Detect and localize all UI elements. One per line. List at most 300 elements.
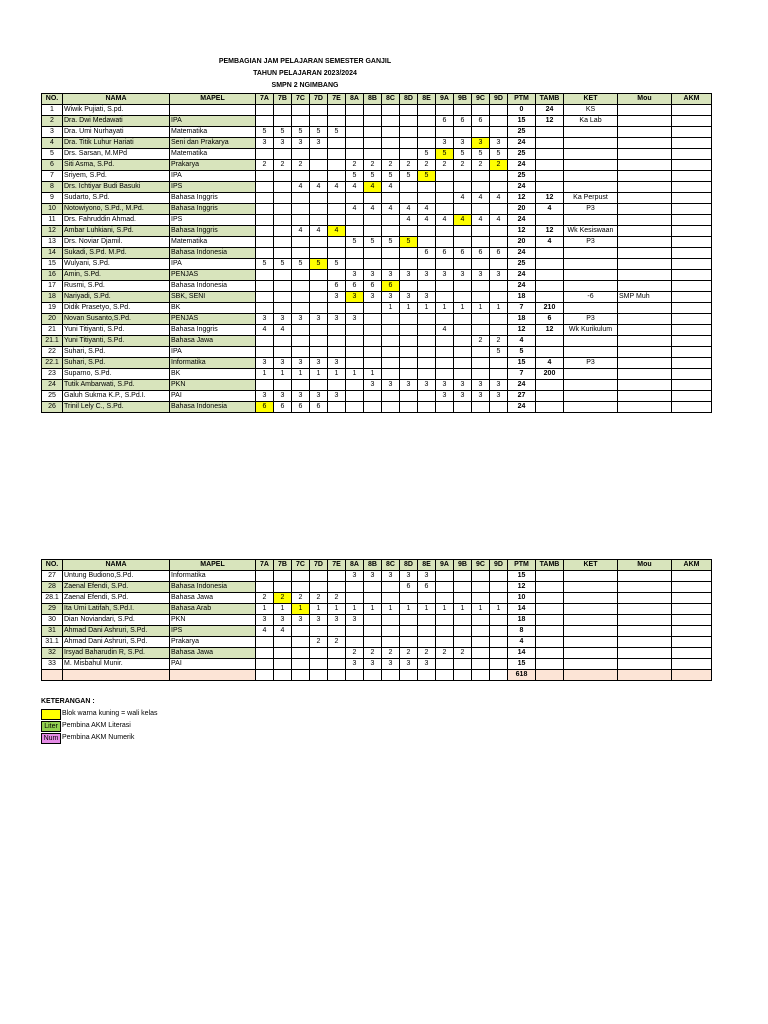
- teacher-name: Notowiyono, S.Pd., M.Pd.: [63, 204, 170, 215]
- class-hours-8d: 3: [400, 659, 418, 670]
- class-hours-8e: [418, 626, 436, 637]
- table-row: [42, 248, 712, 259]
- class-hours-9c: [472, 237, 490, 248]
- class-hours-7c: [292, 347, 310, 358]
- column-header-7e: 7E: [328, 560, 346, 571]
- class-hours-9d: [490, 237, 508, 248]
- tamb-value: [536, 127, 564, 138]
- ptm-total: 12: [508, 193, 536, 204]
- class-hours-7e: [328, 402, 346, 413]
- class-hours-8e: [418, 226, 436, 237]
- class-hours-8d: [400, 259, 418, 270]
- class-hours-9a: 1: [436, 604, 454, 615]
- class-hours-8a: [346, 391, 364, 402]
- ket-note: P3: [564, 237, 618, 248]
- mou-note: [618, 402, 672, 413]
- class-hours-7c: 2: [292, 593, 310, 604]
- class-hours-7b: 4: [274, 325, 292, 336]
- teacher-name: Nariyadi, S.Pd.: [63, 292, 170, 303]
- ptm-total: 25: [508, 127, 536, 138]
- row-number: 27: [42, 571, 63, 582]
- class-hours-9a: [436, 347, 454, 358]
- ptm-total: 12: [508, 226, 536, 237]
- column-header-8d: 8D: [400, 560, 418, 571]
- class-hours-9a: [436, 358, 454, 369]
- column-header-no: NO.: [42, 560, 63, 571]
- class-hours-9d: [490, 582, 508, 593]
- row-number: 29: [42, 604, 63, 615]
- subject: PAI: [170, 659, 256, 670]
- total-row-cell: [436, 670, 454, 681]
- class-hours-7b: [274, 637, 292, 648]
- row-number: 3: [42, 127, 63, 138]
- subject: IPA: [170, 259, 256, 270]
- akm-note: [672, 637, 712, 648]
- class-hours-9d: 4: [490, 215, 508, 226]
- mou-note: [618, 215, 672, 226]
- class-hours-9c: 4: [472, 193, 490, 204]
- subject: PKN: [170, 380, 256, 391]
- class-hours-8d: [400, 314, 418, 325]
- class-hours-9d: 3: [490, 391, 508, 402]
- subject: PENJAS: [170, 314, 256, 325]
- class-hours-8d: [400, 248, 418, 259]
- class-hours-7a: [256, 582, 274, 593]
- class-hours-7b: [274, 149, 292, 160]
- class-hours-7b: 6: [274, 402, 292, 413]
- akm-note: [672, 303, 712, 314]
- class-hours-9a: 6: [436, 248, 454, 259]
- class-hours-8e: [418, 281, 436, 292]
- class-hours-7e: [328, 582, 346, 593]
- class-hours-7b: [274, 380, 292, 391]
- class-hours-7a: 6: [256, 402, 274, 413]
- class-hours-7b: [274, 226, 292, 237]
- class-hours-7c: [292, 204, 310, 215]
- class-hours-9d: [490, 226, 508, 237]
- class-hours-8d: 1: [400, 303, 418, 314]
- ptm-total: 25: [508, 171, 536, 182]
- class-hours-8b: [364, 593, 382, 604]
- subject: IPS: [170, 215, 256, 226]
- mou-note: [618, 626, 672, 637]
- class-hours-8a: [346, 105, 364, 116]
- class-hours-8b: 3: [364, 292, 382, 303]
- class-hours-8d: [400, 182, 418, 193]
- class-hours-9a: [436, 204, 454, 215]
- class-hours-7c: [292, 380, 310, 391]
- table-row: [42, 571, 712, 582]
- subject: SBK, SENI: [170, 292, 256, 303]
- class-hours-8c: [382, 582, 400, 593]
- class-hours-7d: [310, 648, 328, 659]
- document-title: PEMBAGIAN JAM PELAJARAN SEMESTER GANJIL: [218, 58, 392, 65]
- teacher-name: Ahmad Dani Ashruri, S.Pd.: [63, 637, 170, 648]
- class-hours-7a: [256, 281, 274, 292]
- ptm-total: 18: [508, 292, 536, 303]
- class-hours-7a: [256, 237, 274, 248]
- column-header-7b: 7B: [274, 560, 292, 571]
- teacher-name: Amin, S.Pd.: [63, 270, 170, 281]
- table-row: [42, 659, 712, 670]
- class-hours-9c: [472, 615, 490, 626]
- class-hours-9a: [436, 127, 454, 138]
- class-hours-9b: [454, 347, 472, 358]
- subject: Matematika: [170, 127, 256, 138]
- total-row-cell: [536, 670, 564, 681]
- class-hours-7c: [292, 336, 310, 347]
- class-hours-9b: [454, 336, 472, 347]
- total-row-cell: [382, 670, 400, 681]
- legend: [41, 696, 158, 744]
- class-hours-8c: [382, 105, 400, 116]
- class-hours-9c: 2: [472, 336, 490, 347]
- total-row-cell: [256, 670, 274, 681]
- class-hours-9d: 5: [490, 347, 508, 358]
- class-hours-7b: [274, 648, 292, 659]
- akm-note: [672, 237, 712, 248]
- class-hours-8b: [364, 582, 382, 593]
- class-hours-8b: [364, 105, 382, 116]
- class-hours-9b: [454, 659, 472, 670]
- tamb-value: [536, 182, 564, 193]
- class-hours-8b: [364, 637, 382, 648]
- class-hours-8c: 3: [382, 292, 400, 303]
- tamb-value: 200: [536, 369, 564, 380]
- class-hours-9d: [490, 314, 508, 325]
- total-row-cell: [400, 670, 418, 681]
- class-hours-7e: [328, 659, 346, 670]
- class-hours-9c: [472, 637, 490, 648]
- legend-title: KETERANGAN :: [41, 698, 95, 705]
- ptm-total: 12: [508, 582, 536, 593]
- class-hours-7d: [310, 380, 328, 391]
- class-hours-7b: [274, 336, 292, 347]
- class-hours-8b: [364, 347, 382, 358]
- ket-note: Ka Perpust: [564, 193, 618, 204]
- akm-note: [672, 215, 712, 226]
- mou-note: [618, 204, 672, 215]
- mou-note: [618, 226, 672, 237]
- ket-note: [564, 160, 618, 171]
- class-hours-9a: [436, 626, 454, 637]
- tamb-value: [536, 149, 564, 160]
- class-hours-9c: 4: [472, 215, 490, 226]
- mou-note: [618, 593, 672, 604]
- tamb-value: [536, 582, 564, 593]
- class-hours-8a: [346, 347, 364, 358]
- class-hours-7d: [310, 659, 328, 670]
- class-hours-7c: [292, 193, 310, 204]
- column-header-8a: 8A: [346, 560, 364, 571]
- class-hours-9b: [454, 259, 472, 270]
- legend-item: [41, 708, 158, 720]
- class-hours-7c: [292, 281, 310, 292]
- class-hours-9d: 3: [490, 380, 508, 391]
- subject: [170, 105, 256, 116]
- total-row-cell: [274, 670, 292, 681]
- class-hours-9b: 3: [454, 391, 472, 402]
- ket-note: Ka Lab: [564, 116, 618, 127]
- row-number: 21: [42, 325, 63, 336]
- class-hours-8b: 4: [364, 204, 382, 215]
- class-hours-7a: 3: [256, 138, 274, 149]
- class-hours-8d: 2: [400, 648, 418, 659]
- teacher-name: Wiwik Pujiati, S.pd.: [63, 105, 170, 116]
- table-row: [42, 270, 712, 281]
- akm-note: [672, 259, 712, 270]
- akm-note: [672, 248, 712, 259]
- ptm-total: 24: [508, 270, 536, 281]
- class-hours-8c: 3: [382, 380, 400, 391]
- column-header-8d: 8D: [400, 94, 418, 105]
- class-hours-8a: 3: [346, 571, 364, 582]
- teacher-name: Irsyad Baharudin R, S.Pd.: [63, 648, 170, 659]
- class-hours-7b: [274, 204, 292, 215]
- row-number: 13: [42, 237, 63, 248]
- table-row: [42, 149, 712, 160]
- tamb-value: [536, 637, 564, 648]
- class-hours-7d: 4: [310, 182, 328, 193]
- row-number: 18: [42, 292, 63, 303]
- class-hours-7a: [256, 248, 274, 259]
- class-hours-7d: 5: [310, 127, 328, 138]
- class-hours-8d: [400, 391, 418, 402]
- row-number: 23: [42, 369, 63, 380]
- tamb-value: 4: [536, 237, 564, 248]
- class-hours-8b: [364, 336, 382, 347]
- column-header-akm: AKM: [672, 560, 712, 571]
- ket-note: [564, 615, 618, 626]
- class-hours-9c: [472, 292, 490, 303]
- akm-note: [672, 281, 712, 292]
- akm-note: [672, 593, 712, 604]
- class-hours-8c: 3: [382, 571, 400, 582]
- class-hours-8c: [382, 391, 400, 402]
- tamb-value: [536, 347, 564, 358]
- class-hours-9c: 3: [472, 380, 490, 391]
- schedule-table-1: [41, 93, 712, 413]
- ket-note: [564, 582, 618, 593]
- column-header-9d: 9D: [490, 560, 508, 571]
- total-row-cell: [170, 670, 256, 681]
- class-hours-8e: [418, 402, 436, 413]
- class-hours-9c: [472, 347, 490, 358]
- ket-note: P3: [564, 358, 618, 369]
- total-row-cell: [328, 670, 346, 681]
- teacher-name: Suhari, S.Pd.: [63, 347, 170, 358]
- class-hours-8e: 6: [418, 248, 436, 259]
- subject: Bahasa Inggris: [170, 204, 256, 215]
- class-hours-8e: 5: [418, 171, 436, 182]
- total-row-cell: [454, 670, 472, 681]
- class-hours-9c: [472, 314, 490, 325]
- class-hours-9a: [436, 182, 454, 193]
- class-hours-8a: 1: [346, 369, 364, 380]
- class-hours-7e: 4: [328, 182, 346, 193]
- class-hours-8e: [418, 347, 436, 358]
- class-hours-8e: [418, 138, 436, 149]
- class-hours-8c: [382, 149, 400, 160]
- teacher-name: Siti Asma, S.Pd.: [63, 160, 170, 171]
- class-hours-9c: [472, 593, 490, 604]
- table-row: [42, 215, 712, 226]
- class-hours-8b: [364, 226, 382, 237]
- class-hours-7c: [292, 270, 310, 281]
- class-hours-8d: [400, 127, 418, 138]
- table-row: [42, 116, 712, 127]
- class-hours-9a: [436, 237, 454, 248]
- class-hours-8b: [364, 149, 382, 160]
- tamb-value: [536, 281, 564, 292]
- column-header-9a: 9A: [436, 560, 454, 571]
- class-hours-9a: [436, 281, 454, 292]
- class-hours-8d: [400, 116, 418, 127]
- class-hours-8a: 6: [346, 281, 364, 292]
- class-hours-8d: [400, 358, 418, 369]
- class-hours-7c: 1: [292, 369, 310, 380]
- akm-note: [672, 571, 712, 582]
- teacher-name: Didik Prasetyo, S.Pd.: [63, 303, 170, 314]
- table-row: [42, 615, 712, 626]
- row-number: 9: [42, 193, 63, 204]
- teacher-name: Drs. Noviar Djamil.: [63, 237, 170, 248]
- class-hours-8c: [382, 215, 400, 226]
- class-hours-7c: [292, 582, 310, 593]
- table-row: [42, 160, 712, 171]
- class-hours-8e: [418, 105, 436, 116]
- ptm-total: 24: [508, 248, 536, 259]
- row-number: 6: [42, 160, 63, 171]
- subject: PKN: [170, 615, 256, 626]
- class-hours-9b: [454, 325, 472, 336]
- class-hours-9a: [436, 292, 454, 303]
- class-hours-7e: 2: [328, 593, 346, 604]
- class-hours-7c: [292, 648, 310, 659]
- class-hours-8e: 5: [418, 149, 436, 160]
- tamb-value: 24: [536, 105, 564, 116]
- class-hours-7b: 4: [274, 626, 292, 637]
- column-header-8b: 8B: [364, 560, 382, 571]
- column-header-8a: 8A: [346, 94, 364, 105]
- class-hours-8c: [382, 626, 400, 637]
- class-hours-7a: [256, 336, 274, 347]
- subject: Matematika: [170, 237, 256, 248]
- table-row: [42, 105, 712, 116]
- class-hours-7b: 3: [274, 138, 292, 149]
- mou-note: [618, 571, 672, 582]
- ket-note: [564, 171, 618, 182]
- ptm-total: 24: [508, 215, 536, 226]
- class-hours-8e: [418, 259, 436, 270]
- class-hours-8c: [382, 259, 400, 270]
- class-hours-8c: [382, 325, 400, 336]
- ket-note: P3: [564, 314, 618, 325]
- class-hours-7d: [310, 281, 328, 292]
- class-hours-8d: [400, 138, 418, 149]
- class-hours-7a: 3: [256, 615, 274, 626]
- column-header-tamb: TAMB: [536, 94, 564, 105]
- class-hours-7c: [292, 171, 310, 182]
- column-header-7a: 7A: [256, 560, 274, 571]
- class-hours-7c: [292, 637, 310, 648]
- class-hours-9d: [490, 369, 508, 380]
- class-hours-9d: 1: [490, 604, 508, 615]
- class-hours-7d: [310, 270, 328, 281]
- row-number: 30: [42, 615, 63, 626]
- class-hours-9b: [454, 281, 472, 292]
- class-hours-8a: [346, 248, 364, 259]
- tamb-value: [536, 593, 564, 604]
- class-hours-8e: [418, 314, 436, 325]
- akm-note: [672, 582, 712, 593]
- class-hours-9b: [454, 105, 472, 116]
- ptm-total: 4: [508, 336, 536, 347]
- table-row: [42, 402, 712, 413]
- row-number: 7: [42, 171, 63, 182]
- class-hours-7e: [328, 648, 346, 659]
- total-row-cell: [564, 670, 618, 681]
- class-hours-8a: [346, 626, 364, 637]
- row-number: 31.1: [42, 637, 63, 648]
- class-hours-8e: [418, 193, 436, 204]
- table-row: [42, 593, 712, 604]
- ptm-total: 14: [508, 604, 536, 615]
- class-hours-8a: [346, 380, 364, 391]
- table-row: [42, 380, 712, 391]
- class-hours-9d: 2: [490, 160, 508, 171]
- akm-note: [672, 204, 712, 215]
- ptm-total: 18: [508, 615, 536, 626]
- class-hours-8a: [346, 402, 364, 413]
- row-number: 28: [42, 582, 63, 593]
- mou-note: [618, 138, 672, 149]
- class-hours-8a: 4: [346, 182, 364, 193]
- class-hours-7d: 1: [310, 604, 328, 615]
- class-hours-7a: [256, 116, 274, 127]
- class-hours-9a: 3: [436, 380, 454, 391]
- class-hours-8c: 4: [382, 182, 400, 193]
- legend-label: Pembina AKM Literasi: [62, 722, 131, 729]
- akm-note: [672, 648, 712, 659]
- class-hours-9a: [436, 659, 454, 670]
- class-hours-7c: [292, 303, 310, 314]
- class-hours-9b: [454, 182, 472, 193]
- class-hours-7c: [292, 659, 310, 670]
- class-hours-9b: 3: [454, 270, 472, 281]
- ptm-total: 18: [508, 314, 536, 325]
- class-hours-9c: 6: [472, 116, 490, 127]
- mou-note: [618, 604, 672, 615]
- class-hours-8e: [418, 237, 436, 248]
- class-hours-8b: [364, 314, 382, 325]
- column-header-ptm: PTM: [508, 560, 536, 571]
- class-hours-7e: 4: [328, 226, 346, 237]
- class-hours-7d: 2: [310, 637, 328, 648]
- teacher-name: Suparno, S.Pd.: [63, 369, 170, 380]
- class-hours-7d: [310, 336, 328, 347]
- akm-note: [672, 336, 712, 347]
- mou-note: [618, 648, 672, 659]
- row-number: 8: [42, 182, 63, 193]
- class-hours-8b: [364, 303, 382, 314]
- class-hours-9a: [436, 402, 454, 413]
- akm-note: [672, 127, 712, 138]
- akm-note: [672, 391, 712, 402]
- class-hours-9c: [472, 105, 490, 116]
- class-hours-9a: [436, 369, 454, 380]
- ket-note: [564, 604, 618, 615]
